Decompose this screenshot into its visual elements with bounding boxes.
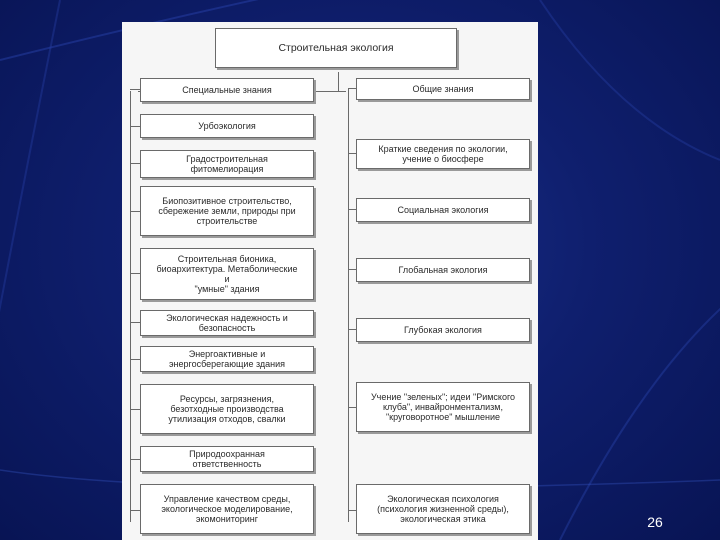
connector-left-branch xyxy=(130,409,140,410)
connector-left-spine xyxy=(130,91,131,522)
left-node-phytomelioration: Градостроительная фитомелиорация xyxy=(140,150,314,178)
connector-left-branch xyxy=(130,211,140,212)
right-node-general-knowledge: Общие знания xyxy=(356,78,530,100)
page-number: 26 xyxy=(647,514,663,530)
connector-right-branch xyxy=(348,153,356,154)
right-node-deep-ecology: Глубокая экология xyxy=(356,318,530,342)
left-node-ecological-reliability: Экологическая надежность и безопасность xyxy=(140,310,314,336)
connector-right-branch xyxy=(348,510,356,511)
connector-left-branch xyxy=(130,89,140,90)
right-node-social-ecology: Социальная экология xyxy=(356,198,530,222)
left-node-resources: Ресурсы, загрязнения, безотходные производства утилизация отходов, свалки xyxy=(140,384,314,434)
connector-left-branch xyxy=(130,322,140,323)
right-node-greens-teaching: Учение "зеленых"; идеи "Римского клуба", инвайронментализм, "круговоротное" мышление xyxy=(356,382,530,432)
connector-root-stem xyxy=(338,72,339,91)
connector-left-branch xyxy=(130,459,140,460)
connector-right-branch xyxy=(348,407,356,408)
connector-right-branch xyxy=(348,269,356,270)
connector-left-branch xyxy=(130,359,140,360)
left-node-building-bionics: Строительная бионика, биоархитектура. Метаболические и "умные" здания xyxy=(140,248,314,300)
right-node-ecological-psychology: Экологическая психология (психология жизненной среды), экологическая этика xyxy=(356,484,530,534)
left-node-environment-management: Управление качеством среды, экологическое моделирование, экомониторинг xyxy=(140,484,314,534)
connector-right-branch xyxy=(348,88,356,89)
right-node-global-ecology: Глобальная экология xyxy=(356,258,530,282)
connector-right-branch xyxy=(348,329,356,330)
connector-right-branch xyxy=(348,209,356,210)
left-node-special-knowledge: Специальные знания xyxy=(140,78,314,102)
connector-left-branch xyxy=(130,510,140,511)
root-node: Строительная экология xyxy=(215,28,457,68)
left-node-urboecology: Урбоэкология xyxy=(140,114,314,138)
left-node-responsibility: Природоохранная ответственность xyxy=(140,446,314,472)
left-node-biopositive-building: Биопозитивное строительство, сбережение земли, природы при строительстве xyxy=(140,186,314,236)
diagram-sheet xyxy=(122,22,538,540)
connector-root-right xyxy=(338,91,346,92)
right-node-biosphere: Краткие сведения по экологии, учение о биосфере xyxy=(356,139,530,169)
connector-left-branch xyxy=(130,126,140,127)
connector-left-branch xyxy=(130,163,140,164)
left-node-energy-saving: Энергоактивные и энергосберегающие здания xyxy=(140,346,314,372)
connector-left-branch xyxy=(130,273,140,274)
